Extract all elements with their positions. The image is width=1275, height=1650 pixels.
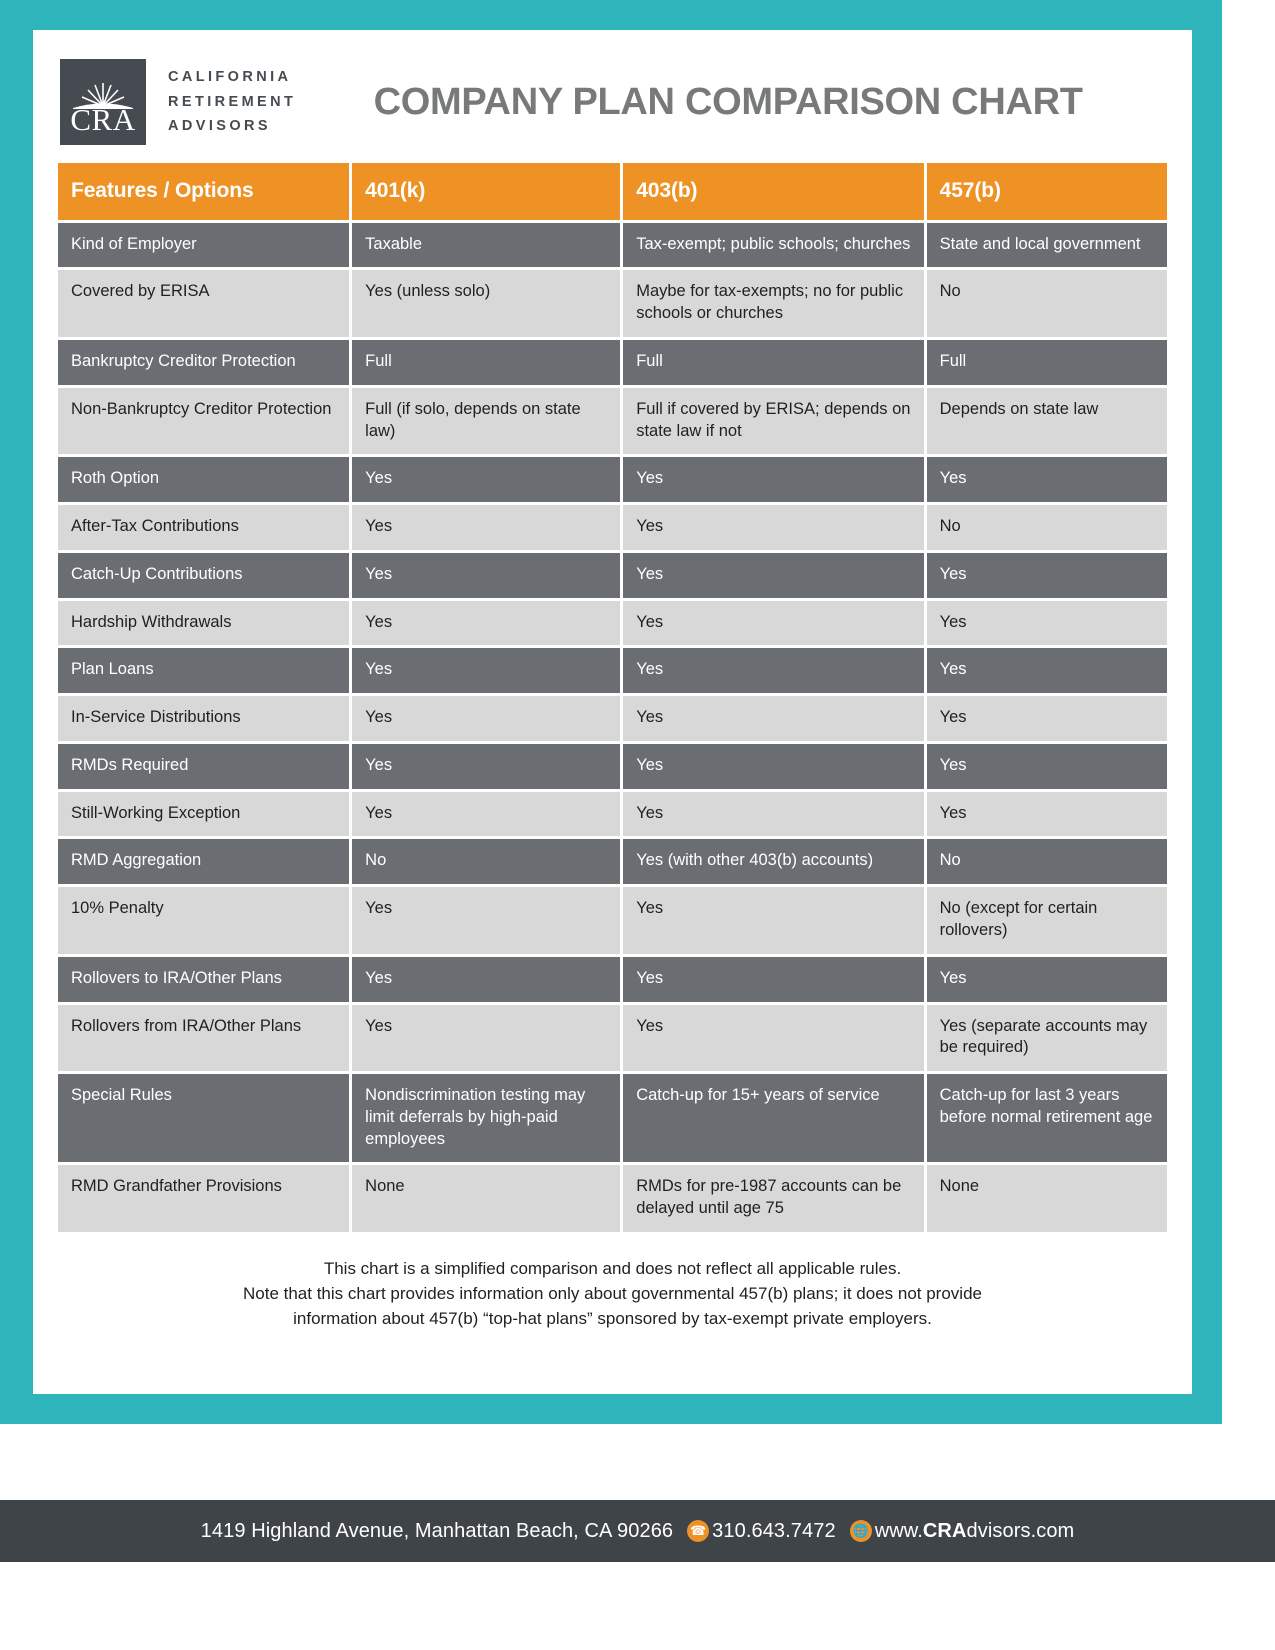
cra-initials: CRA: [70, 102, 136, 137]
cell-feature: Special Rules: [58, 1074, 349, 1162]
table-row: [58, 601, 1167, 646]
table-row: [58, 792, 1167, 837]
cell-457b: Yes: [927, 648, 1167, 693]
footnote-line-3: information about 457(b) “top-hat plans” sponsored by tax-exempt private employers.: [293, 1308, 932, 1328]
cell-feature: RMDs Required: [58, 744, 349, 789]
cell-401k: Taxable: [352, 223, 620, 268]
cell-403b: Yes (with other 403(b) accounts): [623, 839, 923, 884]
cell-403b: Catch-up for 15+ years of service: [623, 1074, 923, 1162]
cell-feature: In-Service Distributions: [58, 696, 349, 741]
cell-401k: Yes: [352, 505, 620, 550]
cell-feature: 10% Penalty: [58, 887, 349, 954]
cell-403b: RMDs for pre-1987 accounts can be delayed until age 75: [623, 1165, 923, 1232]
cell-403b: Yes: [623, 887, 923, 954]
table-row: [58, 340, 1167, 385]
cell-403b: Tax-exempt; public schools; churches: [623, 223, 923, 268]
cell-401k: Yes: [352, 648, 620, 693]
cell-feature: Rollovers from IRA/Other Plans: [58, 1005, 349, 1072]
brand-word-retirement: RETIREMENT: [168, 93, 297, 110]
cell-457b: Yes: [927, 744, 1167, 789]
cell-457b: Full: [927, 340, 1167, 385]
cell-401k: None: [352, 1165, 620, 1232]
phone-icon: ☎: [687, 1520, 709, 1542]
cell-457b: Yes: [927, 957, 1167, 1002]
footnote-line-2: Note that this chart provides information only about governmental 457(b) plans; it does not provide: [243, 1283, 982, 1303]
table-row: [58, 839, 1167, 884]
cell-457b: State and local government: [927, 223, 1167, 268]
cell-feature: Rollovers to IRA/Other Plans: [58, 957, 349, 1002]
cell-403b: Yes: [623, 505, 923, 550]
cell-401k: Yes: [352, 696, 620, 741]
cell-403b: Full: [623, 340, 923, 385]
footer-phone-group: [687, 1520, 836, 1543]
cell-feature: Roth Option: [58, 457, 349, 502]
cell-403b: Full if covered by ERISA; depends on state law if not: [623, 388, 923, 455]
cell-457b: No (except for certain rollovers): [927, 887, 1167, 954]
cell-403b: Yes: [623, 457, 923, 502]
table-row: [58, 270, 1167, 337]
brand-logo: [60, 59, 296, 145]
table-row: [58, 553, 1167, 598]
cell-401k: Yes: [352, 601, 620, 646]
cell-403b: Yes: [623, 696, 923, 741]
cell-401k: Yes: [352, 553, 620, 598]
footer-address: 1419 Highland Avenue, Manhattan Beach, CA 90266: [200, 1519, 674, 1542]
cell-457b: Yes: [927, 792, 1167, 837]
white-gap-band: [0, 1424, 1222, 1500]
cell-403b: Yes: [623, 957, 923, 1002]
cell-401k: Yes: [352, 744, 620, 789]
column-header-features: Features / Options: [58, 163, 349, 220]
masthead: [55, 48, 1170, 156]
cell-457b: Yes: [927, 457, 1167, 502]
cell-feature: After-Tax Contributions: [58, 505, 349, 550]
cell-feature: Catch-Up Contributions: [58, 553, 349, 598]
right-white-margin: [1222, 0, 1275, 1424]
table-row: [58, 1005, 1167, 1072]
page-title: COMPANY PLAN COMPARISON CHART: [373, 80, 1083, 123]
table-row: [58, 696, 1167, 741]
table-row: [58, 1165, 1167, 1232]
cell-403b: Yes: [623, 1005, 923, 1072]
cell-401k: Yes (unless solo): [352, 270, 620, 337]
table-row: [58, 957, 1167, 1002]
cell-457b: None: [927, 1165, 1167, 1232]
footer-website-group[interactable]: [850, 1520, 1075, 1543]
footer-website-brand: CRA: [922, 1519, 967, 1542]
plan-comparison-table: [55, 160, 1170, 1235]
cell-403b: Yes: [623, 744, 923, 789]
globe-icon: 🌐: [850, 1520, 872, 1542]
cell-457b: No: [927, 270, 1167, 337]
cell-457b: No: [927, 839, 1167, 884]
cell-feature: Hardship Withdrawals: [58, 601, 349, 646]
brand-word-advisors: ADVISORS: [168, 118, 271, 135]
cell-403b: Yes: [623, 553, 923, 598]
cell-401k: Full: [352, 340, 620, 385]
table-header-row: [58, 163, 1167, 220]
cell-457b: Yes: [927, 696, 1167, 741]
cell-457b: Yes: [927, 601, 1167, 646]
cell-feature: Still-Working Exception: [58, 792, 349, 837]
cell-feature: Covered by ERISA: [58, 270, 349, 337]
footer-website-prefix: www.: [874, 1519, 923, 1542]
cell-403b: Yes: [623, 792, 923, 837]
column-header-403b: 403(b): [623, 163, 923, 220]
cell-feature: Non-Bankruptcy Creditor Protection: [58, 388, 349, 455]
cell-457b: No: [927, 505, 1167, 550]
column-header-457b: 457(b): [927, 163, 1167, 220]
cell-feature: Plan Loans: [58, 648, 349, 693]
table-row: [58, 887, 1167, 954]
cell-401k: Nondiscrimination testing may limit deferrals by high-paid employees: [352, 1074, 620, 1162]
table-row: [58, 505, 1167, 550]
cell-401k: Yes: [352, 457, 620, 502]
cell-403b: Yes: [623, 601, 923, 646]
table-row: [58, 744, 1167, 789]
bottom-white-margin: [0, 1562, 1275, 1650]
column-header-401k: 401(k): [352, 163, 620, 220]
cra-logo-mark: [60, 59, 146, 145]
cell-401k: Yes: [352, 887, 620, 954]
cell-403b: Yes: [623, 648, 923, 693]
table-row: [58, 648, 1167, 693]
cell-401k: Yes: [352, 1005, 620, 1072]
cell-457b: Depends on state law: [927, 388, 1167, 455]
footer-website-suffix: dvisors.com: [966, 1519, 1075, 1542]
cell-457b: Yes: [927, 553, 1167, 598]
cell-feature: RMD Aggregation: [58, 839, 349, 884]
table-row: [58, 223, 1167, 268]
footnote-line-1: This chart is a simplified comparison and does not reflect all applicable rules.: [323, 1258, 902, 1278]
contact-footer-bar: [0, 1500, 1275, 1562]
cell-401k: Full (if solo, depends on state law): [352, 388, 620, 455]
table-row: [58, 457, 1167, 502]
white-card: [33, 30, 1192, 1394]
cell-feature: Kind of Employer: [58, 223, 349, 268]
cell-457b: Catch-up for last 3 years before normal retirement age: [927, 1074, 1167, 1162]
cell-401k: Yes: [352, 957, 620, 1002]
cell-401k: No: [352, 839, 620, 884]
cell-457b: Yes (separate accounts may be required): [927, 1005, 1167, 1072]
cell-403b: Maybe for tax-exempts; no for public schools or churches: [623, 270, 923, 337]
brand-wordmark: [168, 65, 296, 140]
cell-401k: Yes: [352, 792, 620, 837]
footer-phone-number[interactable]: 310.643.7472: [712, 1519, 836, 1542]
table-row: [58, 1074, 1167, 1162]
cell-feature: Bankruptcy Creditor Protection: [58, 340, 349, 385]
footnotes: [55, 1257, 1170, 1332]
cell-feature: RMD Grandfather Provisions: [58, 1165, 349, 1232]
table-row: [58, 388, 1167, 455]
brand-word-california: CALIFORNIA: [168, 68, 292, 85]
